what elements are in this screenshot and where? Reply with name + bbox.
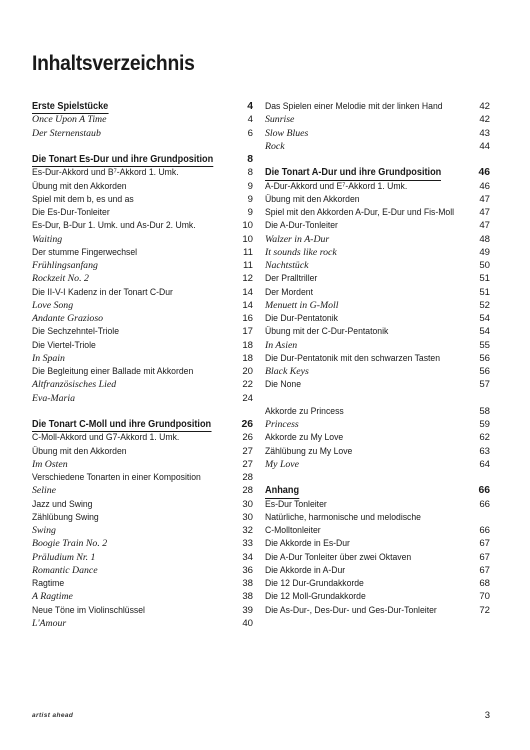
toc-entry-title: Once Upon A Time xyxy=(32,114,107,126)
toc-entry-page: 9 xyxy=(247,180,253,192)
toc-entry-page: 34 xyxy=(242,551,253,563)
toc-entry[interactable] xyxy=(32,617,253,630)
toc-entry-title: Rock xyxy=(265,140,285,152)
toc-entry-title: Princess xyxy=(265,419,299,430)
toc-entry-page: 17 xyxy=(242,326,253,338)
toc-entry[interactable] xyxy=(32,577,253,590)
toc-entry[interactable] xyxy=(265,325,490,338)
toc-entry-title: Romantic Dance xyxy=(32,564,98,576)
toc-entry-page: 27 xyxy=(242,458,253,470)
toc-entry-title: Das Spielen einer Melodie mit der linken Hand xyxy=(265,101,443,112)
toc-entry[interactable] xyxy=(32,219,253,232)
toc-entry[interactable] xyxy=(265,180,490,193)
toc-entry-title: Akkorde zu Princess xyxy=(265,405,344,417)
toc-spacer xyxy=(265,392,490,405)
toc-entry-title: Die Es-Dur-Tonleiter xyxy=(32,207,110,218)
toc-entry-page: 50 xyxy=(479,260,490,271)
toc-entry-page: 36 xyxy=(242,564,253,576)
toc-entry-title: Eva-Maria xyxy=(32,392,75,404)
toc-entry[interactable] xyxy=(32,498,253,511)
toc-entry-title: Die Viertel-Triole xyxy=(32,339,96,351)
toc-entry-title: Übung mit der C-Dur-Pentatonik xyxy=(265,326,389,338)
toc-entry[interactable] xyxy=(265,127,490,140)
toc-entry-page: 26 xyxy=(242,432,253,444)
toc-entry-title: Verschiedene Tonarten in einer Komposition xyxy=(32,472,201,483)
toc-entry-title: Die Tonart A-Dur und ihre Grundposition xyxy=(265,166,441,180)
toc-entry-title: Übung mit den Akkorden xyxy=(32,180,127,192)
toc-entry-page: 54 xyxy=(479,326,490,338)
toc-entry[interactable] xyxy=(265,286,490,299)
toc-entry-title: Der stumme Fingerwechsel xyxy=(32,246,138,258)
toc-entry[interactable] xyxy=(32,272,253,285)
toc-entry-page: 11 xyxy=(243,246,253,258)
page-number: 3 xyxy=(484,710,490,721)
toc-entry-page: 28 xyxy=(242,472,253,483)
toc-entry-title: Zählübung zu My Love xyxy=(265,445,353,457)
toc-entry-title: Jazz und Swing xyxy=(32,498,93,510)
toc-entry-title: Anhang xyxy=(265,484,299,498)
toc-entry-title: Die A-Dur Tonleiter über zwei Oktaven xyxy=(265,551,412,563)
toc-entry[interactable] xyxy=(265,458,490,471)
toc-entry-title: Ragtime xyxy=(32,578,65,589)
toc-entry[interactable] xyxy=(265,259,490,272)
toc-entry[interactable] xyxy=(265,445,490,458)
toc-section-heading[interactable] xyxy=(32,418,253,431)
toc-entry[interactable] xyxy=(32,312,253,325)
toc-entry-title: Natürliche, harmonische und melodische xyxy=(265,511,421,523)
toc-entry-title: Waiting xyxy=(32,233,63,245)
toc-entry-title: Menuett in G-Moll xyxy=(265,299,339,311)
toc-entry-page: 38 xyxy=(242,591,253,603)
toc-entry-page: 33 xyxy=(242,538,253,550)
toc-entry[interactable] xyxy=(265,312,490,325)
toc-entry-title: Die Tonart C-Moll und ihre Grundposition xyxy=(32,418,211,432)
toc-entry-page: 66 xyxy=(479,525,490,536)
toc-entry[interactable] xyxy=(32,246,253,259)
toc-entry[interactable] xyxy=(32,604,253,617)
toc-entry[interactable] xyxy=(32,484,253,497)
toc-entry[interactable] xyxy=(32,431,253,444)
toc-entry-title: Seline xyxy=(32,485,56,497)
toc-entry[interactable] xyxy=(32,325,253,338)
toc-entry-page: 9 xyxy=(247,193,253,205)
toc-entry-title: Die A-Dur-Tonleiter xyxy=(265,220,338,232)
toc-entry-title: C-Molltonleiter xyxy=(265,525,321,536)
toc-entry-page: 38 xyxy=(242,578,253,589)
toc-entry[interactable] xyxy=(265,604,490,617)
toc-entry[interactable] xyxy=(32,537,253,550)
toc-entry-title: Die As-Dur-, Des-Dur- und Ges-Dur-Tonleiter xyxy=(265,604,437,616)
toc-entry-page: 4 xyxy=(247,101,253,112)
toc-entry-page: 42 xyxy=(479,101,490,112)
toc-entry[interactable] xyxy=(32,127,253,140)
toc-entry[interactable] xyxy=(32,524,253,537)
toc-entry-title: Es-Dur Tonleiter xyxy=(265,498,327,510)
toc-entry-title: Black Keys xyxy=(265,366,309,377)
toc-entry[interactable] xyxy=(265,511,490,524)
toc-entry-title: Der Pralltriller xyxy=(265,273,318,285)
toc-entry-page: 40 xyxy=(242,617,253,629)
toc-entry-page: 18 xyxy=(242,339,253,351)
toc-entry[interactable] xyxy=(32,259,253,272)
toc-entry-page: 11 xyxy=(243,260,253,271)
toc-entry[interactable] xyxy=(32,392,253,405)
toc-entry-page: 14 xyxy=(242,299,253,311)
toc-entry-title: Es-Dur-Akkord und B⁷-Akkord 1. Umk. xyxy=(32,167,179,179)
toc-entry[interactable] xyxy=(32,445,253,458)
toc-entry-title: Die Dur-Pentatonik mit den schwarzen Tasten xyxy=(265,352,441,364)
toc-entry[interactable] xyxy=(265,537,490,550)
page-title: Inhaltsverzeichnis xyxy=(32,52,195,75)
toc-entry[interactable] xyxy=(32,564,253,577)
toc-entry-page: 58 xyxy=(479,405,490,417)
toc-entry-title: Frühlingsanfang xyxy=(32,260,98,271)
toc-entry[interactable] xyxy=(32,365,253,378)
toc-entry[interactable] xyxy=(265,590,490,603)
toc-entry-page: 16 xyxy=(242,313,253,324)
toc-entry[interactable] xyxy=(32,352,253,365)
publisher-logo: artist ahead xyxy=(32,712,74,719)
toc-section-heading[interactable] xyxy=(265,166,490,179)
toc-entry[interactable] xyxy=(265,378,490,391)
toc-entry[interactable] xyxy=(265,233,490,246)
toc-entry-page: 57 xyxy=(479,379,490,391)
toc-entry[interactable] xyxy=(32,339,253,352)
toc-left-column xyxy=(32,100,253,630)
toc-entry-page: 66 xyxy=(479,498,490,510)
toc-entry[interactable] xyxy=(265,418,490,431)
toc-entry-title: Die 12 Dur-Grundakkorde xyxy=(265,578,364,589)
toc-entry-title: In Asien xyxy=(265,339,298,351)
toc-entry[interactable] xyxy=(32,590,253,603)
toc-entry-page: 56 xyxy=(479,352,490,364)
toc-entry-page: 56 xyxy=(479,366,490,377)
toc-entry-page: 14 xyxy=(242,286,253,298)
toc-section-heading[interactable] xyxy=(32,100,253,113)
toc-entry[interactable] xyxy=(265,431,490,444)
toc-entry[interactable] xyxy=(32,551,253,564)
toc-entry-page: 8 xyxy=(247,167,253,179)
toc-entry-page: 47 xyxy=(479,207,490,218)
toc-entry[interactable] xyxy=(265,272,490,285)
toc-section-heading[interactable] xyxy=(32,153,253,166)
toc-entry[interactable] xyxy=(265,140,490,153)
toc-entry-title: Erste Spielstücke xyxy=(32,100,108,114)
toc-entry[interactable] xyxy=(265,299,490,312)
toc-entry[interactable] xyxy=(265,551,490,564)
toc-entry-page: 49 xyxy=(479,246,490,258)
toc-entry-title: Love Song xyxy=(32,299,74,311)
toc-entry-page: 44 xyxy=(479,140,490,152)
toc-entry[interactable] xyxy=(32,206,253,219)
toc-entry-title: Übung mit den Akkorden xyxy=(32,445,127,457)
toc-entry[interactable] xyxy=(265,100,490,113)
toc-entry[interactable] xyxy=(32,113,253,126)
toc-entry[interactable] xyxy=(32,180,253,193)
toc-entry-page: 42 xyxy=(479,114,490,126)
toc-entry-title: Walzer in A-Dur xyxy=(265,233,330,245)
toc-entry-title: It sounds like rock xyxy=(265,246,337,258)
toc-entry-page: 39 xyxy=(242,604,253,616)
toc-entry-title: Die 12 Moll-Grundakkorde xyxy=(265,591,366,603)
toc-entry[interactable] xyxy=(32,471,253,484)
toc-entry-page: 6 xyxy=(247,127,253,139)
toc-entry-page: 47 xyxy=(479,220,490,232)
toc-entry-title: Neue Töne im Violinschlüssel xyxy=(32,604,145,616)
toc-entry-page: 62 xyxy=(479,432,490,444)
toc-entry[interactable] xyxy=(32,233,253,246)
toc-entry-page: 12 xyxy=(242,273,253,285)
toc-entry-title: Die Sechzehntel-Triole xyxy=(32,326,120,338)
toc-entry[interactable] xyxy=(32,511,253,524)
toc-entry-title: Spiel mit dem b, es und as xyxy=(32,193,134,205)
toc-entry-page: 8 xyxy=(247,154,253,165)
toc-entry-page: 67 xyxy=(479,538,490,550)
toc-entry-title: Der Mordent xyxy=(265,286,313,298)
toc-entry-title: Akkorde zu My Love xyxy=(265,432,344,444)
toc-entry-title: Slow Blues xyxy=(265,127,309,139)
toc-entry-page: 70 xyxy=(479,591,490,603)
toc-entry[interactable] xyxy=(32,299,253,312)
toc-entry-page: 9 xyxy=(247,207,253,218)
toc-entry[interactable] xyxy=(265,577,490,590)
toc-entry-page: 24 xyxy=(242,392,253,404)
toc-entry-title: Zählübung Swing xyxy=(32,511,99,523)
toc-entry-title: Andante Grazioso xyxy=(32,313,104,324)
toc-entry-page: 67 xyxy=(479,551,490,563)
toc-entry[interactable] xyxy=(265,246,490,259)
toc-entry[interactable] xyxy=(265,113,490,126)
toc-entry-title: Die Akkorde in Es-Dur xyxy=(265,538,350,550)
toc-entry-title: A-Dur-Akkord und E⁷-Akkord 1. Umk. xyxy=(265,180,408,192)
toc-section-heading[interactable] xyxy=(265,484,490,497)
toc-entry-page: 48 xyxy=(479,233,490,245)
toc-right-column xyxy=(265,100,490,617)
toc-entry-title: Swing xyxy=(32,525,56,536)
toc-entry[interactable] xyxy=(265,498,490,511)
toc-spacer xyxy=(265,471,490,484)
toc-entry-page: 10 xyxy=(242,233,253,245)
toc-entry-title: Der Sternenstaub xyxy=(32,127,101,139)
toc-entry-page: 22 xyxy=(242,379,253,391)
toc-entry-title: C-Moll-Akkord und G7-Akkord 1. Umk. xyxy=(32,432,180,444)
toc-entry[interactable] xyxy=(265,206,490,219)
toc-entry-title: Die Akkorde in A-Dur xyxy=(265,564,346,576)
toc-entry-title: Sunrise xyxy=(265,114,295,126)
toc-spacer xyxy=(32,140,253,153)
toc-entry-page: 51 xyxy=(479,273,490,285)
toc-entry-title: L'Amour xyxy=(32,617,67,629)
toc-entry[interactable] xyxy=(32,166,253,179)
toc-entry-page: 32 xyxy=(242,525,253,536)
toc-entry-title: A Ragtime xyxy=(32,591,73,603)
toc-entry-page: 43 xyxy=(479,127,490,139)
toc-entry[interactable] xyxy=(265,339,490,352)
toc-entry-title: Nachtstück xyxy=(265,260,309,271)
toc-entry-page: 54 xyxy=(479,313,490,324)
toc-entry-page: 27 xyxy=(242,445,253,457)
toc-entry[interactable] xyxy=(32,458,253,471)
toc-entry-page: 72 xyxy=(479,604,490,616)
toc-entry[interactable] xyxy=(265,564,490,577)
toc-entry-title: Es-Dur, B-Dur 1. Umk. und As-Dur 2. Umk. xyxy=(32,220,196,232)
toc-entry[interactable] xyxy=(265,193,490,206)
toc-entry[interactable] xyxy=(32,378,253,391)
toc-entry-page: 51 xyxy=(479,286,490,298)
toc-entry[interactable] xyxy=(32,193,253,206)
toc-entry-page: 10 xyxy=(242,220,253,232)
toc-entry-title: Die Tonart Es-Dur und ihre Grundposition xyxy=(32,153,213,167)
toc-entry-title: Im Osten xyxy=(32,458,68,470)
toc-entry-title: In Spain xyxy=(32,352,65,364)
toc-entry-page: 67 xyxy=(479,564,490,576)
toc-entry-title: Präludium Nr. 1 xyxy=(32,551,96,563)
toc-entry-page: 68 xyxy=(479,578,490,589)
toc-entry-title: Spiel mit den Akkorden A-Dur, E-Dur und Fis-Moll xyxy=(265,207,455,218)
toc-entry[interactable] xyxy=(265,405,490,418)
toc-entry-page: 30 xyxy=(242,511,253,523)
toc-entry-page: 52 xyxy=(479,299,490,311)
toc-entry-title: Rockzeit No. 2 xyxy=(32,273,89,285)
toc-entry-title: Die Begleitung einer Ballade mit Akkorden xyxy=(32,366,194,377)
toc-entry-page: 46 xyxy=(478,167,490,179)
toc-entry-title: Boogie Train No. 2 xyxy=(32,538,108,550)
toc-entry[interactable] xyxy=(265,365,490,378)
toc-entry-page: 59 xyxy=(479,419,490,430)
toc-spacer xyxy=(32,405,253,418)
toc-entry-page: 64 xyxy=(479,458,490,470)
toc-entry-page: 46 xyxy=(479,180,490,192)
toc-entry-title: Übung mit den Akkorden xyxy=(265,193,360,205)
toc-entry[interactable] xyxy=(265,219,490,232)
toc-entry-title: My Love xyxy=(265,458,300,470)
toc-entry-page: 26 xyxy=(241,419,253,430)
toc-entry[interactable] xyxy=(32,286,253,299)
toc-entry[interactable] xyxy=(265,524,490,537)
toc-spacer xyxy=(265,153,490,166)
toc-entry-page: 55 xyxy=(479,339,490,351)
toc-entry-title: Die II-V-I Kadenz in der Tonart C-Dur xyxy=(32,286,173,298)
toc-entry-page: 4 xyxy=(247,114,253,126)
toc-entry-page: 47 xyxy=(479,193,490,205)
toc-entry-page: 18 xyxy=(242,352,253,364)
toc-entry-page: 20 xyxy=(242,366,253,377)
toc-entry-title: Altfranzösisches Lied xyxy=(32,379,117,391)
toc-entry-page: 63 xyxy=(479,445,490,457)
toc-entry-page: 28 xyxy=(242,485,253,497)
toc-entry-page: 66 xyxy=(478,485,490,497)
toc-entry-title: Die None xyxy=(265,379,301,391)
toc-entry-title: Die Dur-Pentatonik xyxy=(265,313,338,324)
toc-entry-page: 30 xyxy=(242,498,253,510)
toc-entry[interactable] xyxy=(265,352,490,365)
